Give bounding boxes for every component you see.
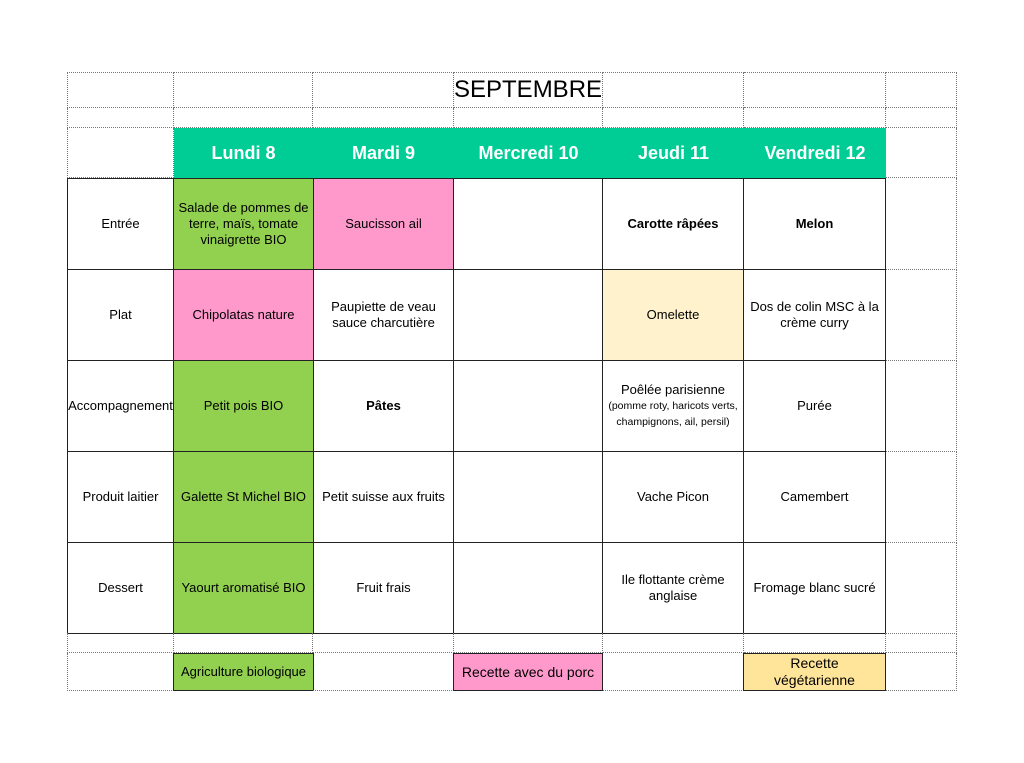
menu-cell-compound <box>602 360 744 452</box>
row-label-entree: Entrée <box>67 178 174 270</box>
day-header-tuesday: Mardi 9 <box>313 128 454 178</box>
menu-cell: Saucisson ail <box>313 178 454 270</box>
blank-cell <box>313 633 454 653</box>
menu-cell <box>453 360 603 452</box>
menu-cell: Carotte râpées <box>602 178 744 270</box>
day-header-monday: Lundi 8 <box>174 128 313 178</box>
row-label-accompagnement: Accompagnement <box>67 360 174 452</box>
menu-cell-note: (pomme roty, haricots verts, champignons, ail, persil) <box>608 400 738 428</box>
blank-cell <box>886 360 957 452</box>
legend-vegetarien: Recette végétarienne <box>743 653 886 691</box>
blank-cell <box>886 269 957 361</box>
blank-cell <box>886 542 957 634</box>
blank-cell <box>603 72 744 108</box>
menu-cell: Fruit frais <box>313 542 454 634</box>
menu-cell: Dos de colin MSC à la crème curry <box>743 269 886 361</box>
menu-cell: Petit pois BIO <box>173 360 314 452</box>
blank-cell <box>603 633 744 653</box>
blank-cell <box>454 108 603 128</box>
row-label-produit-laitier: Produit laitier <box>67 451 174 543</box>
menu-cell: Camembert <box>743 451 886 543</box>
menu-cell: Ile flottante crème anglaise <box>602 542 744 634</box>
blank-cell <box>886 72 957 108</box>
row-label-dessert: Dessert <box>67 542 174 634</box>
blank-cell <box>174 633 313 653</box>
blank-cell <box>67 128 174 178</box>
menu-cell: Petit suisse aux fruits <box>313 451 454 543</box>
menu-cell: Fromage blanc sucré <box>743 542 886 634</box>
menu-cell <box>453 451 603 543</box>
legend-porc: Recette avec du porc <box>453 653 603 691</box>
blank-cell <box>313 72 454 108</box>
menu-cell <box>453 542 603 634</box>
day-header-wednesday: Mercredi 10 <box>454 128 603 178</box>
menu-cell: Salade de pommes de terre, maïs, tomate vinaigrette BIO <box>173 178 314 270</box>
blank-cell <box>886 653 957 691</box>
menu-cell: Pâtes <box>313 360 454 452</box>
day-header-thursday: Jeudi 11 <box>603 128 744 178</box>
blank-cell <box>313 108 454 128</box>
page-title: SEPTEMBRE <box>454 72 603 108</box>
blank-cell <box>886 108 957 128</box>
menu-cell: Vache Picon <box>602 451 744 543</box>
blank-cell <box>886 128 957 178</box>
menu-cell <box>453 269 603 361</box>
blank-cell <box>744 633 886 653</box>
blank-cell <box>603 653 744 691</box>
menu-cell: Omelette <box>602 269 744 361</box>
menu-cell: Galette St Michel BIO <box>173 451 314 543</box>
blank-cell <box>886 178 957 270</box>
blank-cell <box>174 72 313 108</box>
blank-cell <box>67 633 174 653</box>
blank-cell <box>886 451 957 543</box>
blank-cell <box>67 653 174 691</box>
menu-cell <box>453 178 603 270</box>
menu-cell: Melon <box>743 178 886 270</box>
blank-cell <box>67 72 174 108</box>
menu-cell: Purée <box>743 360 886 452</box>
blank-cell <box>886 633 957 653</box>
day-header-friday: Vendredi 12 <box>744 128 886 178</box>
menu-cell: Paupiette de veau sauce charcutière <box>313 269 454 361</box>
legend-bio: Agriculture biologique <box>173 653 314 691</box>
blank-cell <box>603 108 744 128</box>
blank-cell <box>67 108 174 128</box>
menu-cell: Yaourt aromatisé BIO <box>173 542 314 634</box>
blank-cell <box>744 72 886 108</box>
blank-cell <box>313 653 454 691</box>
blank-cell <box>744 108 886 128</box>
blank-cell <box>174 108 313 128</box>
row-label-plat: Plat <box>67 269 174 361</box>
blank-cell <box>454 633 603 653</box>
menu-cell: Chipolatas nature <box>173 269 314 361</box>
menu-cell-main-text: Poêlée parisienne <box>620 382 726 397</box>
